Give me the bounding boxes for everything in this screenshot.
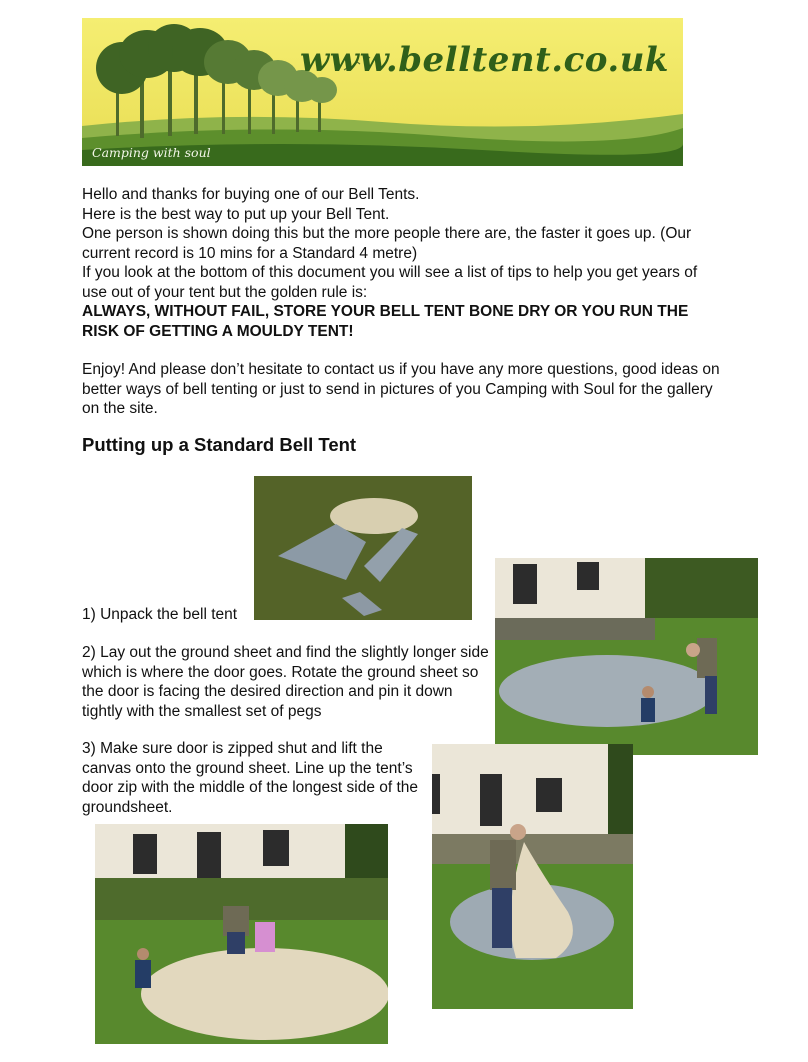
golden-rule-warning: ALWAYS, WITHOUT FAIL, STORE YOUR BELL TENT BONE DRY OR YOU RUN THE RISK OF GETTING A MOULDY TENT! xyxy=(82,303,689,340)
photo-lifting-canvas xyxy=(432,744,633,1009)
photo-groundsheet xyxy=(495,558,758,755)
banner-url: www.belltent.co.uk xyxy=(300,40,669,80)
intro-line: One person is shown doing this but the more people there are, the faster it goes up. (Our current record is 10 mins for a Standard 4 metre) xyxy=(82,225,692,262)
intro-line: Hello and thanks for buying one of our Bell Tents. xyxy=(82,186,420,203)
photo-unpacked-tent xyxy=(254,476,472,620)
step-2-text: 2) Lay out the ground sheet and find the slightly longer side which is where the door goes. Rotate the ground sheet so the door is facing the desired direction and pin it down tightly with the smallest set of pegs xyxy=(82,644,489,720)
step-1-text: 1) Unpack the bell tent xyxy=(82,606,238,623)
intro-line: Here is the best way to put up your Bell Tent. xyxy=(82,205,390,223)
intro-text xyxy=(82,185,722,341)
intro-line: If you look at the bottom of this document you will see a list of tips to help you get years of use out of your tent but the golden rule is: xyxy=(82,264,698,301)
step-3-text: 3) Make sure door is zipped shut and lift the canvas onto the ground sheet. Line up the tent’s door zip with the middle of the longest side of the groundsheet. xyxy=(82,740,419,816)
enjoy-paragraph: Enjoy! And please don’t hesitate to contact us if you have any more questions, good ideas on better ways of bell tenting or just to send in pictures of you Camping with Soul for the gallery on the site. xyxy=(82,361,720,417)
section-heading: Putting up a Standard Bell Tent xyxy=(82,434,357,455)
header-banner xyxy=(82,18,683,166)
photo-canvas-on-groundsheet xyxy=(95,824,388,1044)
banner-tagline: Camping with soul xyxy=(92,145,211,160)
